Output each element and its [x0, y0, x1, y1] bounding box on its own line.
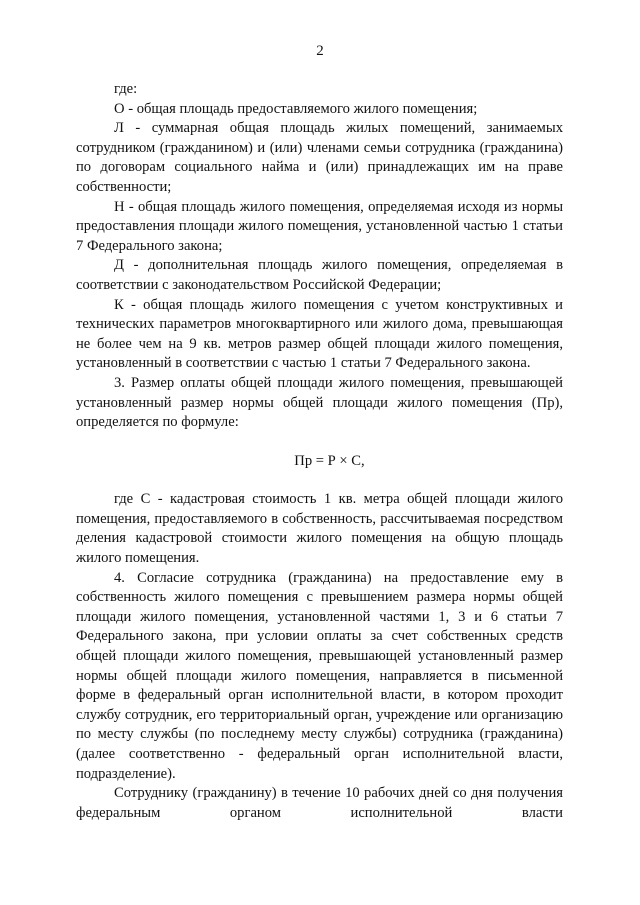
- definition-o: О - общая площадь предоставляемого жилого помещения;: [114, 100, 478, 117]
- definition-k: К - общая площадь жилого помещения с учетом конструктивных и технических параметров многоквартирного или жилого дома, превышающая не более чем на 9 кв. метров размер общей площади жилого помещения, установленный в соответствии с частью 1 статьи 7 Федерального закона.: [76, 296, 563, 372]
- formula: Пр = Р × С,: [294, 452, 365, 469]
- paragraph-where: где:: [114, 81, 138, 97]
- definition-n: Н - общая площадь жилого помещения, определяемая исходя из нормы предоставления площади жилого помещения, установленной частью 1 статьи 7 Федерального закона;: [76, 198, 563, 254]
- paragraph-item-4: 4. Согласие сотрудника (гражданина) на предоставление ему в собственность жилого помещения с превышением размера нормы общей площади жилого помещения, установленной частями 1, 3 и 6 статьи 7 Федерального закона, при условии оплаты за счет собственных средств общей площади жилого помещения, превышающей установленный размер нормы общей площади жилого помещения, направляется в письменной форме в федеральный орган исполнительной власти, в котором проходит службу сотрудник, его территориальный орган, учреждение или организацию по месту службы (по последнему месту службы) сотрудника (гражданина) (далее соответственно - федеральный орган исполнительной власти, подразделение).: [76, 569, 563, 782]
- paragraph-where-c: где С - кадастровая стоимость 1 кв. метра общей площади жилого помещения, предоставляемого в собственность, рассчитываемая посредством деления кадастровой стоимости жилого помещения на общую площадь жилого помещения.: [76, 491, 563, 567]
- definition-d: Д - дополнительная площадь жилого помещения, определяемая в соответствии с законодательством Российской Федерации;: [76, 257, 563, 293]
- page-number: 2: [316, 43, 324, 59]
- paragraph-item-5-start: Сотруднику (гражданину) в течение 10 рабочих дней со дня получения федеральным органом исполнительной власти: [76, 785, 563, 821]
- paragraph-item-3: 3. Размер оплаты общей площади жилого помещения, превышающей установленный размер нормы общей площади жилого помещения (Пр), определяется по формуле:: [76, 374, 563, 431]
- document-body: [76, 80, 563, 823]
- definition-l: Л - суммарная общая площадь жилых помещений, занимаемых сотрудником (гражданином) и (или) членами семьи сотрудника (гражданина) по договорам социального найма и (или) принадлежащих им на праве собственности;: [76, 120, 563, 195]
